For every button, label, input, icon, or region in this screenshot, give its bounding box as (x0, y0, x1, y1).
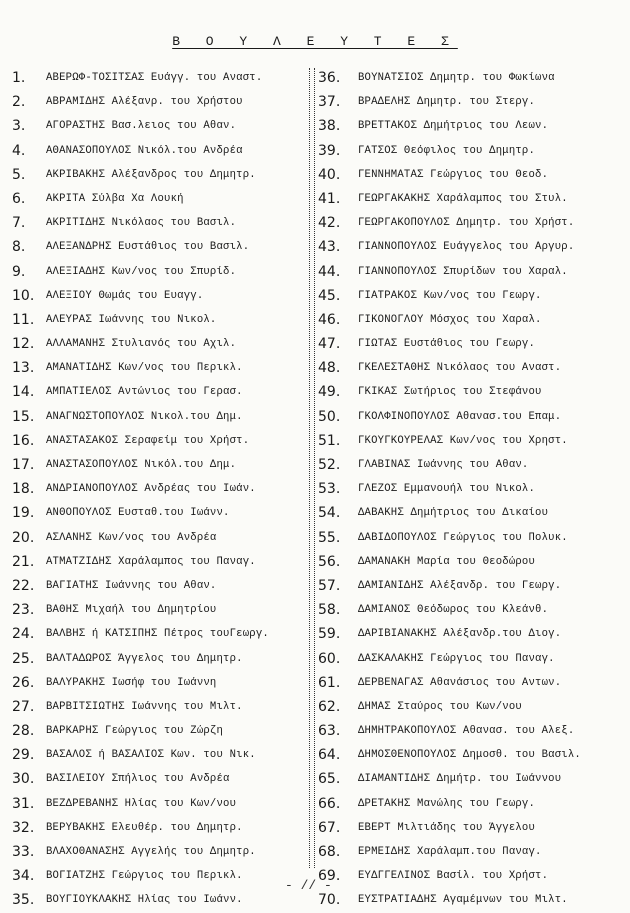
list-item (12, 501, 312, 525)
member-name: ΑΒΕΡΩΦ-ΤΟΣΙΤΣΑΣ Ευάγγ. του Αναστ. (46, 72, 263, 84)
list-item (318, 405, 618, 429)
list-item (12, 332, 312, 356)
item-number: 18. (12, 481, 35, 498)
member-name: ΓΛΕΖΟΣ Εμμανουήλ του Νικολ. (358, 483, 536, 496)
member-name: ΒΕΖΔΡΕΒΑΝΗΣ Ηλίας του Κων/νου (46, 797, 237, 810)
item-number: 53. (318, 481, 341, 498)
member-name: ΑΚΡΙΤΙΔΗΣ Νικόλαος του Βασιλ. (46, 217, 237, 230)
list-item (12, 308, 312, 332)
member-name: ΔΗΜΗΤΡΑΚΟΠΟΥΛΟΣ Αθανασ. του Αλεξ. (358, 725, 575, 738)
item-number: 39. (318, 142, 341, 159)
member-name: ΕΒΕΡΤ Μιλτιάδης του Άγγελου (358, 821, 536, 834)
item-number: 28. (12, 723, 35, 740)
item-number: 44. (318, 263, 341, 280)
item-number: 2. (12, 94, 26, 111)
item-number: 66. (318, 795, 341, 812)
list-item (318, 477, 618, 501)
list-item (12, 647, 312, 671)
item-number: 5. (12, 166, 26, 183)
member-name: ΑΜΠΑΤΙΕΛΟΣ Αντώνιος του Γερασ. (46, 386, 243, 399)
item-number: 52. (318, 457, 341, 473)
member-name: ΒΟΥΓΙΟΥΚΛΑΚΗΣ Ηλίας του Ιωάνν. (46, 894, 243, 907)
item-number: 10. (12, 287, 35, 304)
list-item (318, 671, 618, 695)
member-name: ΒΟΓΙΑΤΖΗΣ Γεώργιος του Περικλ. (46, 870, 243, 883)
list-item (318, 356, 618, 380)
list-item (318, 114, 618, 138)
item-number: 35. (12, 892, 35, 909)
member-name: ΑΛΕΞΙΟΥ Θωμάς του Ευαγγ. (46, 289, 204, 302)
list-item (12, 380, 312, 404)
item-number: 56. (318, 553, 341, 570)
column-divider (309, 68, 315, 868)
list-item (318, 380, 618, 404)
member-name: ΑΚΡΙΤΑ Σύλβα Χα Λουκή (46, 192, 184, 205)
item-number: 25. (12, 650, 35, 667)
item-number: 22. (12, 577, 35, 594)
item-number: 12. (12, 336, 35, 353)
member-name: ΒΑΣΑΛΟΣ ή ΒΑΣΑΛΙΟΣ Κων. του Νικ. (46, 749, 256, 762)
list-item (12, 187, 312, 211)
list-item (318, 792, 618, 816)
member-name: ΓΙΑΤΡΑΚΟΣ Κων/νος του Γεωργ. (358, 289, 542, 302)
item-number: 20. (12, 529, 35, 546)
member-name: ΕΥΔΓΓΕΛΙΝΟΣ Βασίλ. του Χρήστ. (358, 870, 549, 883)
member-name: ΑΓΟΡΑΣΤΗΣ Βασ.λειος του Αθαν. (46, 120, 237, 133)
item-number: 51. (318, 432, 341, 449)
list-item (12, 792, 312, 816)
item-number: 29. (12, 747, 35, 764)
item-number: 24. (12, 626, 35, 643)
item-number: 32. (12, 819, 35, 836)
list-item (318, 284, 618, 308)
list-item (318, 163, 618, 187)
item-number: 61. (318, 674, 341, 691)
member-name: ΑΛΛΑΜΑΝΗΣ Στυλιανός του Αχιλ. (46, 338, 237, 351)
list-item (12, 864, 312, 888)
member-name: ΑΝΘΟΠΟΥΛΟΣ Ευσταθ.του Ιωάνν. (46, 507, 230, 520)
item-number: 14. (12, 384, 35, 401)
list-item (318, 864, 618, 888)
member-name: ΒΑΛΒΗΣ ή ΚΑΤΣΙΠΗΣ Πέτρος τουΓεωργ. (46, 628, 269, 641)
item-number: 21. (12, 553, 35, 570)
member-name: ΔΑΒΙΔΟΠΟΥΛΟΣ Γεώργιος του Πολυκ. (358, 531, 568, 544)
member-name: ΑΝΑΓΝΩΣΤΟΠΟΥΛΟΣ Νικολ.του Δημ. (46, 410, 243, 423)
member-name: ΑΘΑΝΑΣΟΠΟΥΛΟΣ Νικόλ.του Ανδρέα (46, 144, 243, 157)
list-item (12, 719, 312, 743)
member-name: ΔΙΑΜΑΝΤΙΔΗΣ Δημήτρ. του Ιωάννου (358, 773, 562, 786)
list-item (12, 90, 312, 114)
member-name: ΒΑΛΥΡΑΚΗΣ Ιωσήφ του Ιωάννη (46, 676, 217, 689)
member-name: ΔΑΜΙΑΝΟΣ Θεόδωρος του Κλεάνθ. (358, 604, 549, 617)
member-name: ΓΚΕΛΕΣΤΑΘΗΣ Νικόλαος του Αναστ. (358, 362, 562, 375)
item-number: 33. (12, 844, 35, 860)
list-item (12, 671, 312, 695)
list-item (12, 163, 312, 187)
item-number: 19. (12, 505, 35, 522)
member-name: ΔΗΜΟΣΘΕΝΟΠΟΥΛΟΣ Δημοσθ. του Βασιλ. (358, 749, 581, 762)
member-name: ΓΙΑΝΝΟΠΟΥΛΟΣ Σπυρίδων του Χαραλ. (358, 265, 568, 278)
item-number: 17. (12, 457, 35, 473)
item-number: 62. (318, 698, 341, 715)
member-name: ΓΕΩΡΓΑΚΟΠΟΥΛΟΣ Δημητρ. του Χρήστ. (358, 217, 575, 230)
member-name: ΑΛΕΥΡΑΣ Ιωάννης του Νικολ. (46, 313, 217, 326)
list-item (12, 550, 312, 574)
member-name: ΔΑΡΙΒΙΑΝΑΚΗΣ Αλέξανδρ.του Διογ. (358, 628, 562, 641)
list-item (12, 405, 312, 429)
member-name: ΑΒΡΑΜΙΔΗΣ Αλέξανρ. του Χρήστου (46, 96, 243, 109)
member-name: ΕΡΜΕΙΔΗΣ Χαράλαμπ.του Παναγ. (358, 846, 542, 858)
list-item (12, 66, 312, 90)
member-name: ΓΑΤΣΟΣ Θεόφιλος του Δημητρ. (358, 144, 536, 157)
item-number: 1. (12, 70, 26, 86)
list-item (12, 743, 312, 767)
item-number: 27. (12, 698, 35, 715)
member-name: ΑΤΜΑΤΖΙΔΗΣ Χαράλαμπος του Παναγ. (46, 555, 256, 568)
item-number: 68. (318, 844, 341, 860)
list-item (318, 501, 618, 525)
left-column (12, 66, 312, 913)
item-number: 47. (318, 336, 341, 353)
item-number: 13. (12, 360, 35, 377)
list-item (12, 429, 312, 453)
item-number: 59. (318, 626, 341, 643)
list-item (318, 211, 618, 235)
list-item (318, 332, 618, 356)
member-name: ΑΝΑΣΤΑΣΑΚΟΣ Σεραφείμ του Χρήστ. (46, 434, 250, 447)
list-item (12, 260, 312, 284)
list-item (12, 477, 312, 501)
footer-mark: - // - (285, 878, 332, 893)
member-name: ΓΙΑΝΝΟΠΟΥΛΟΣ Ευάγγελος του Αργυρ. (358, 241, 575, 254)
member-name: ΓΕΝΝΗΜΑΤΑΣ Γεώργιος του Θεοδ. (358, 168, 549, 181)
member-name: ΔΡΕΤΑΚΗΣ Μανώλης του Γεωργ. (358, 797, 536, 810)
member-name: ΒΛΑΧΟΘΑΝΑΣΗΣ Αγγελής του Δημητρ. (46, 846, 256, 858)
item-number: 54. (318, 505, 341, 522)
list-item (318, 453, 618, 477)
member-name: ΑΛΕΞΙΑΔΗΣ Κων/νος του Σπυρίδ. (46, 265, 237, 278)
item-number: 60. (318, 650, 341, 667)
member-name: ΒΟΥΝΑΤΣΙΟΣ Δημητρ. του Φωκίωνα (358, 72, 555, 84)
list-item (318, 429, 618, 453)
list-item (318, 66, 618, 90)
list-item (318, 840, 618, 864)
item-number: 41. (318, 190, 341, 207)
list-item (318, 888, 618, 912)
item-number: 70. (318, 892, 341, 909)
item-number: 15. (12, 408, 35, 425)
member-name: ΓΙΚΟΝΟΓΛΟΥ Μόσχος του Χαραλ. (358, 313, 542, 326)
list-item (318, 695, 618, 719)
member-name: ΑΣΛΑΝΗΣ Κων/νος του Ανδρέα (46, 531, 217, 544)
member-name: ΒΡΕΤΤΑΚΟΣ Δημήτριος του Λεων. (358, 120, 549, 133)
member-name: ΑΜΑΝΑΤΙΔΗΣ Κων/νος του Περικλ. (46, 362, 243, 375)
page-title: Β Ο Υ Λ Ε Υ Τ Ε Σ (172, 34, 458, 49)
member-name: ΒΕΡΥΒΑΚΗΣ Ελευθέρ. του Δημητρ. (46, 821, 243, 834)
item-number: 49. (318, 384, 341, 401)
item-number: 55. (318, 529, 341, 546)
item-number: 43. (318, 239, 341, 256)
item-number: 58. (318, 602, 341, 619)
item-number: 16. (12, 432, 35, 449)
member-name: ΒΑΡΒΙΤΣΙΩΤΗΣ Ιωάννης του Μιλτ. (46, 700, 243, 713)
list-item (12, 235, 312, 259)
list-item (12, 526, 312, 550)
list-item (12, 356, 312, 380)
list-item (318, 90, 618, 114)
item-number: 57. (318, 577, 341, 594)
item-number: 46. (318, 311, 341, 328)
member-name: ΑΝΑΣΤΑΣΟΠΟΥΛΟΣ Νικόλ.του Δημ. (46, 459, 237, 471)
member-name: ΓΕΩΡΓΑΚΑΚΗΣ Χαράλαμπος του Στυλ. (358, 192, 568, 205)
list-item (318, 526, 618, 550)
item-number: 38. (318, 118, 341, 135)
item-number: 7. (12, 215, 26, 232)
member-name: ΒΑΣΙΛΕΙΟΥ Σπήλιος του Ανδρέα (46, 773, 230, 786)
member-name: ΒΡΑΔΕΛΗΣ Δημητρ. του Στεργ. (358, 96, 536, 109)
item-number: 42. (318, 215, 341, 232)
member-name: ΔΕΡΒΕΝΑΓΑΣ Αθανάσιος του Αντων. (358, 676, 562, 689)
item-number: 64. (318, 747, 341, 764)
list-item (318, 139, 618, 163)
list-item (12, 767, 312, 791)
item-number: 65. (318, 771, 341, 788)
item-number: 30. (12, 771, 35, 788)
list-item (12, 139, 312, 163)
list-item (12, 622, 312, 646)
list-item (318, 235, 618, 259)
item-number: 36. (318, 70, 341, 86)
member-name: ΒΑΡΚΑΡΗΣ Γεώργιος του Ζώρζη (46, 725, 224, 738)
member-name: ΓΙΩΤΑΣ Ευστάθιος του Γεωργ. (358, 338, 536, 351)
item-number: 45. (318, 287, 341, 304)
item-number: 40. (318, 166, 341, 183)
member-name: ΑΝΔΡΙΑΝΟΠΟΥΛΟΣ Ανδρέας του Ιωάν. (46, 483, 256, 496)
member-name: ΔΑΜΙΑΝΙΔΗΣ Αλέξανδρ. του Γεωργ. (358, 579, 562, 592)
list-item (318, 816, 618, 840)
item-number: 67. (318, 819, 341, 836)
list-item (318, 260, 618, 284)
item-number: 26. (12, 674, 35, 691)
item-number: 69. (318, 868, 341, 885)
item-number: 48. (318, 360, 341, 377)
member-name: ΒΑΘΗΣ Μιχαήλ του Δημητρίου (46, 604, 217, 617)
item-number: 3. (12, 118, 26, 135)
member-name: ΔΑΣΚΑΛΑΚΗΣ Γεώργιος του Παναγ. (358, 652, 555, 665)
list-item (318, 743, 618, 767)
member-name: ΓΚΟΥΓΚΟΥΡΕΛΑΣ Κων/νος του Χρηστ. (358, 434, 568, 447)
list-item (12, 695, 312, 719)
item-number: 9. (12, 263, 26, 280)
list-item (318, 647, 618, 671)
member-name: ΔΑΒΑΚΗΣ Δημήτριος του Δικαίου (358, 507, 549, 520)
item-number: 6. (12, 190, 26, 207)
list-item (318, 308, 618, 332)
member-name: ΓΛΑΒΙΝΑΣ Ιωάννης του Αθαν. (358, 459, 529, 471)
member-name: ΓΚΙΚΑΣ Σωτήριος του Στεφάνου (358, 386, 542, 399)
list-item (318, 598, 618, 622)
item-number: 63. (318, 723, 341, 740)
item-number: 37. (318, 94, 341, 111)
list-item (12, 284, 312, 308)
right-column (318, 66, 618, 913)
member-name: ΑΛΕΞΑΝΔΡΗΣ Ευστάθιος του Βασιλ. (46, 241, 250, 254)
item-number: 4. (12, 142, 26, 159)
member-name: ΔΑΜΑΝΑΚΗ Μαρία του Θεοδώρου (358, 555, 536, 568)
item-number: 8. (12, 239, 26, 256)
list-item (12, 453, 312, 477)
member-name: ΒΑΛΤΑΔΩΡΟΣ Άγγελος του Δημητρ. (46, 652, 243, 665)
item-number: 11. (12, 311, 35, 328)
list-item (12, 888, 312, 912)
list-item (12, 840, 312, 864)
list-item (318, 574, 618, 598)
list-item (12, 598, 312, 622)
member-name: ΕΥΣΤΡΑΤΙΑΔΗΣ Αγαμέμνων του Μιλτ. (358, 894, 568, 907)
list-item (318, 187, 618, 211)
list-item (12, 211, 312, 235)
member-name: ΒΑΓΙΑΤΗΣ Ιωάννης του Αθαν. (46, 579, 217, 592)
member-name: ΓΚΟΛΦΙΝΟΠΟΥΛΟΣ Αθανασ.του Επαμ. (358, 410, 562, 423)
item-number: 23. (12, 602, 35, 619)
item-number: 34. (12, 868, 35, 885)
item-number: 31. (12, 795, 35, 812)
item-number: 50. (318, 408, 341, 425)
member-name: ΔΗΜΑΣ Σταύρος του Κων/νου (358, 700, 522, 713)
list-item (318, 550, 618, 574)
list-item (318, 622, 618, 646)
list-item (318, 719, 618, 743)
list-item (318, 767, 618, 791)
member-name: ΑΚΡΙΒΑΚΗΣ Αλέξανδρος του Δημητρ. (46, 168, 256, 181)
list-item (12, 574, 312, 598)
list-item (12, 114, 312, 138)
list-item (12, 816, 312, 840)
